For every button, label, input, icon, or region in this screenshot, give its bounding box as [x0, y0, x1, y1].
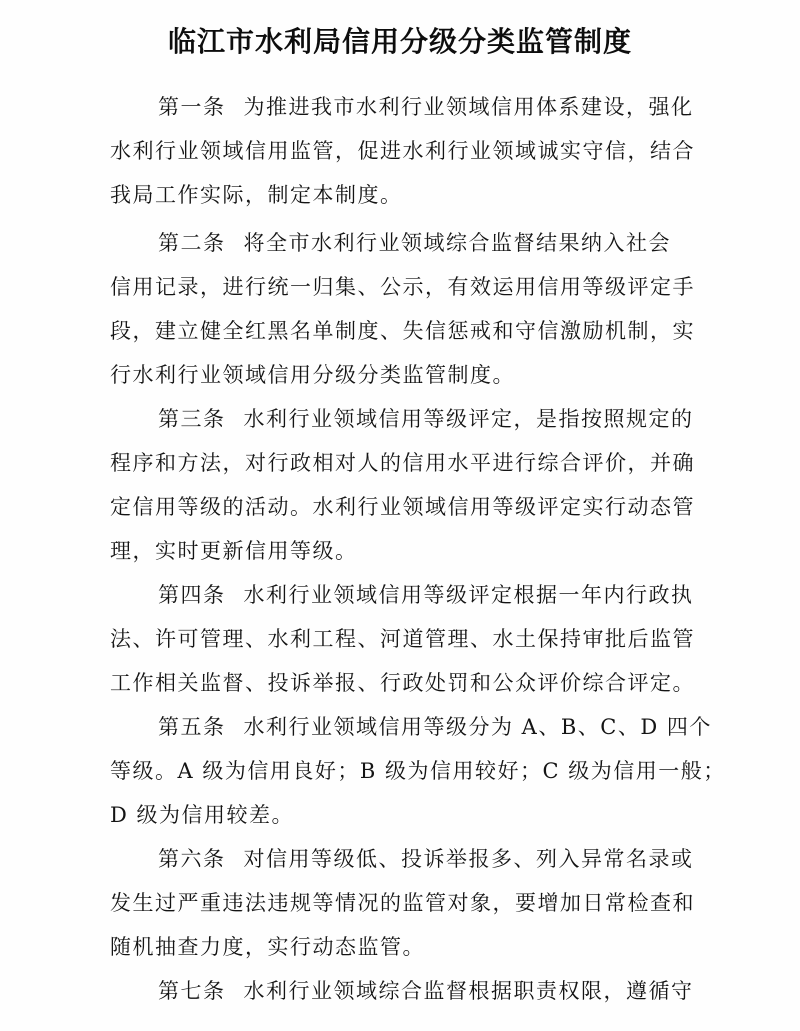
article-line: 第六条 对信用等级低、投诉举报多、列入异常名录或 [158, 847, 694, 871]
article-number: 第七条 [158, 979, 226, 1003]
document-title: 临江市水利局信用分级分类监管制度 [167, 25, 632, 58]
article-line: 行水利行业领域信用分级分类监管制度。 [110, 363, 515, 387]
article-line: 水利行业领域信用监管，促进水利行业领域诚实守信，结合 [110, 139, 695, 163]
article-line: 程序和方法，对行政相对人的信用水平进行综合评价，并确 [110, 451, 695, 475]
article-line: 信用记录，进行统一归集、公示，有效运用信用等级评定手 [110, 275, 695, 299]
article-line: 第七条 水利行业领域综合监督根据职责权限，遵循守 [158, 979, 694, 1003]
article-line: 第二条 将全市水利行业领域综合监督结果纳入社会 [158, 231, 671, 255]
article-line: 法、许可管理、水利工程、河道管理、水土保持审批后监管 [110, 627, 695, 651]
article-number: 第三条 [158, 407, 226, 431]
article-line: 工作相关监督、投诉举报、行政处罚和公众评价综合评定。 [110, 671, 695, 695]
article-number: 第二条 [158, 231, 226, 255]
article-line: 发生过严重违法违规等情况的监管对象，要增加日常检查和 [110, 891, 695, 915]
article-line: 定信用等级的活动。水利行业领域信用等级评定实行动态管 [110, 495, 695, 519]
article-line: 段，建立健全红黑名单制度、失信惩戒和守信激励机制，实 [110, 319, 695, 343]
article-line: 第五条 水利行业领域信用等级分为 A、B、C、D 四个 [158, 715, 712, 739]
article-line: 第一条 为推进我市水利行业领域信用体系建设，强化 [158, 95, 694, 119]
article-line: D 级为信用较差。 [110, 803, 295, 827]
article-line: 第四条 水利行业领域信用等级评定根据一年内行政执 [158, 583, 694, 607]
article-number: 第五条 [158, 715, 226, 739]
article-line: 随机抽查力度，实行动态监管。 [110, 935, 425, 959]
article-line: 第三条 水利行业领域信用等级评定，是指按照规定的 [158, 407, 694, 431]
article-number: 第四条 [158, 583, 226, 607]
article-number: 第一条 [158, 95, 226, 119]
article-line: 等级。A 级为信用良好；B 级为信用较好；C 级为信用一般； [110, 759, 726, 783]
article-line: 理，实时更新信用等级。 [110, 539, 358, 563]
article-number: 第六条 [158, 847, 226, 871]
article-line: 我局工作实际，制定本制度。 [110, 183, 403, 207]
